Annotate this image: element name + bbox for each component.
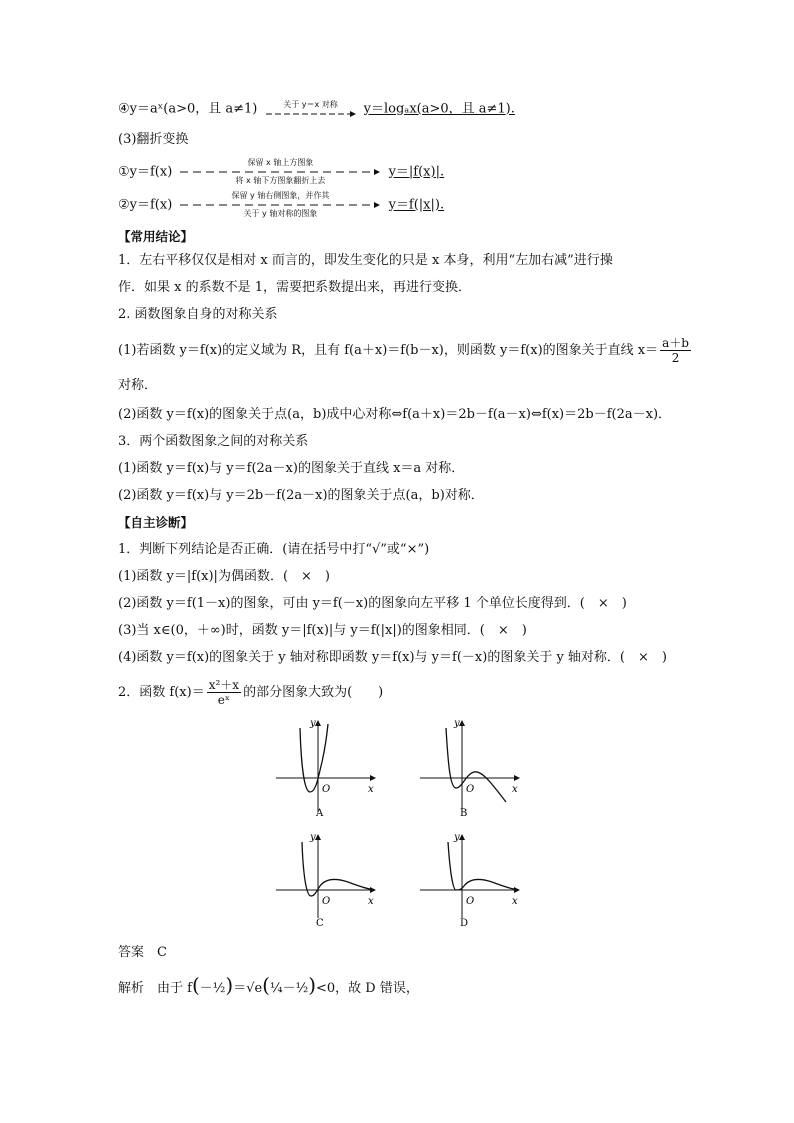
graph-b-x-label: x	[512, 784, 518, 795]
common-conclusions-heading: 【常用结论】	[118, 229, 194, 244]
graph-a-curve	[300, 724, 328, 792]
conclusion-2-1	[118, 336, 693, 365]
arrow-right-icon	[180, 168, 380, 176]
graph-b-y-label: y	[454, 718, 460, 729]
graph-a	[276, 718, 376, 819]
conclusion-2-2: (2)函数 y＝f(x)的图象关于点(a，b)成中心对称⇔f(a＋x)＝2b－f(a－x)⇔f(x)＝2b－f(2a－x)．	[118, 407, 672, 422]
flip1-arrow-bottom: 将 x 轴下方图象翻折上去	[235, 176, 326, 185]
flip-rule-1	[118, 158, 444, 186]
graph-c-y-label: y	[310, 832, 316, 843]
graph-d-x-label: x	[512, 896, 518, 907]
paren-close: )	[225, 973, 234, 997]
flip2-arrow-bottom: 关于 y 轴对称的图象	[243, 209, 318, 218]
frac-num: x²＋x	[208, 678, 240, 692]
question-2	[118, 678, 383, 707]
graph-a-y-arrow	[315, 720, 321, 726]
conclusion-3-heading: 3．两个函数图象之间的对称关系	[118, 434, 309, 449]
graph-b	[420, 718, 520, 819]
analysis-suffix: <0，故 D 错误，	[316, 981, 419, 996]
graph-c-curve	[302, 842, 370, 896]
flip2-lhs: ②y＝f(x)	[118, 197, 173, 213]
arrow-right-icon	[180, 201, 380, 209]
graph-b-y-arrow	[459, 720, 465, 726]
paren-close-2: )	[308, 973, 316, 997]
section-flip-title: (3)翻折变换	[118, 132, 189, 147]
question-1-item-3: (3)当 x∈(0，＋∞)时，函数 y＝|f(x)|与 y＝f(|x|)的图象相同．( × )	[118, 623, 527, 638]
graph-c-origin: O	[322, 896, 331, 907]
arrow-label: 关于 y＝x 对称	[283, 100, 338, 109]
question-1-item-4: (4)函数 y＝f(x)的图象关于 y 轴对称即函数 y＝f(x)与 y＝f(－x)的图象关于 y 轴对称．( × )	[118, 650, 667, 665]
question-2-suffix: 的部分图象大致为( )	[243, 685, 384, 700]
paren-open-2: (	[262, 973, 270, 997]
graph-b-origin: O	[466, 784, 475, 795]
graph-a-label: A	[316, 808, 324, 819]
graph-d-origin: O	[466, 896, 475, 907]
graph-b-x-arrow	[514, 775, 520, 781]
graph-c-label: C	[316, 918, 324, 929]
paren-open: (	[191, 973, 200, 997]
graph-a-origin: O	[322, 784, 331, 795]
graph-d-y-arrow	[459, 834, 465, 840]
flip2-arrow-top: 保留 y 轴右侧图象，并作其	[231, 191, 330, 200]
flip2-rhs: y＝f(|x|).	[388, 197, 445, 213]
exp-log-line	[118, 100, 515, 119]
flip1-rhs: y＝|f(x)|.	[388, 164, 445, 180]
graph-b-curve	[446, 728, 506, 802]
analysis-argument: －½	[199, 981, 226, 996]
flip1-lhs: ①y＝f(x)	[118, 164, 173, 180]
graph-d-y-label: y	[454, 832, 460, 843]
question-1-item-1: (1)函数 y＝|f(x)|为偶函数．( × )	[118, 569, 330, 584]
self-diagnosis-heading: 【自主诊断】	[118, 515, 194, 530]
flip1-arrow-top: 保留 x 轴上方图象	[247, 158, 314, 167]
graph-d	[420, 832, 520, 929]
analysis-prefix: 解析 由于 f	[118, 981, 192, 996]
frac-den: eˣ	[217, 693, 230, 707]
conclusion-1-line-2: 作．如果 x 的系数不是 1，需要把系数提出来，再进行变换．	[118, 280, 471, 295]
question-1-item-2: (2)函数 y＝f(1－x)的图象，可由 y＝f(－x)的图象向左平移 1 个单位长度得到．( × )	[118, 596, 627, 611]
graph-a-y-label: y	[310, 718, 316, 729]
analysis-middle: ＝√e	[233, 981, 263, 996]
conclusion-3-2: (2)函数 y＝f(x)与 y＝2b－f(2a－x)的图象关于点(a，b)对称．	[118, 488, 484, 503]
analysis-line	[118, 973, 419, 998]
graph-a-x-arrow	[370, 775, 376, 781]
flip2-arrow	[180, 191, 380, 219]
graph-b-label: B	[460, 808, 468, 819]
analysis-inner: ¼－½	[269, 981, 309, 996]
question-2-prefix: 2．函数 f(x)＝	[118, 685, 205, 700]
fraction-function	[207, 678, 241, 707]
flip-rule-2	[118, 191, 444, 219]
answer-line: 答案 C	[118, 945, 167, 960]
answer-graphs	[270, 712, 530, 932]
conclusion-3-1: (1)函数 y＝f(x)与 y＝f(2a－x)的图象关于直线 x＝a 对称．	[118, 461, 465, 476]
frac-den: 2	[671, 351, 680, 365]
graph-d-label: D	[460, 918, 469, 929]
graph-c-x-label: x	[368, 896, 374, 907]
conclusion-2-heading: 2. 函数图象自身的对称关系	[118, 307, 278, 322]
graph-a-x-label: x	[368, 784, 374, 795]
conclusion-2-1-text: (1)若函数 y＝f(x)的定义域为 R，且有 f(a＋x)＝f(b－x)，则函数 y＝f(x)的图象关于直线 x＝	[118, 343, 659, 358]
graph-d-curve	[448, 842, 514, 890]
arrow-right-icon	[266, 110, 356, 118]
conclusion-1-line-1: 1．左右平移仅仅是相对 x 而言的，即发生变化的只是 x 本身，利用“左加右减”进行操	[118, 253, 613, 268]
graph-c	[276, 832, 376, 929]
exp-function: ④y＝aˣ(a>0，且 a≠1)	[118, 101, 258, 117]
frac-num: a＋b	[662, 336, 689, 350]
fraction-a-plus-b-over-2	[660, 336, 691, 365]
graph-c-y-arrow	[315, 834, 321, 840]
graph-d-x-arrow	[514, 887, 520, 893]
question-1: 1．判断下列结论是否正确．(请在括号中打“√”或“×”)	[118, 542, 430, 557]
log-function: y＝logₐx(a>0，且 a≠1).	[363, 101, 515, 117]
flip1-arrow	[180, 158, 380, 186]
graph-c-x-arrow	[370, 887, 376, 893]
conclusion-2-1-tail: 对称．	[118, 378, 158, 393]
symmetry-arrow	[266, 100, 356, 118]
